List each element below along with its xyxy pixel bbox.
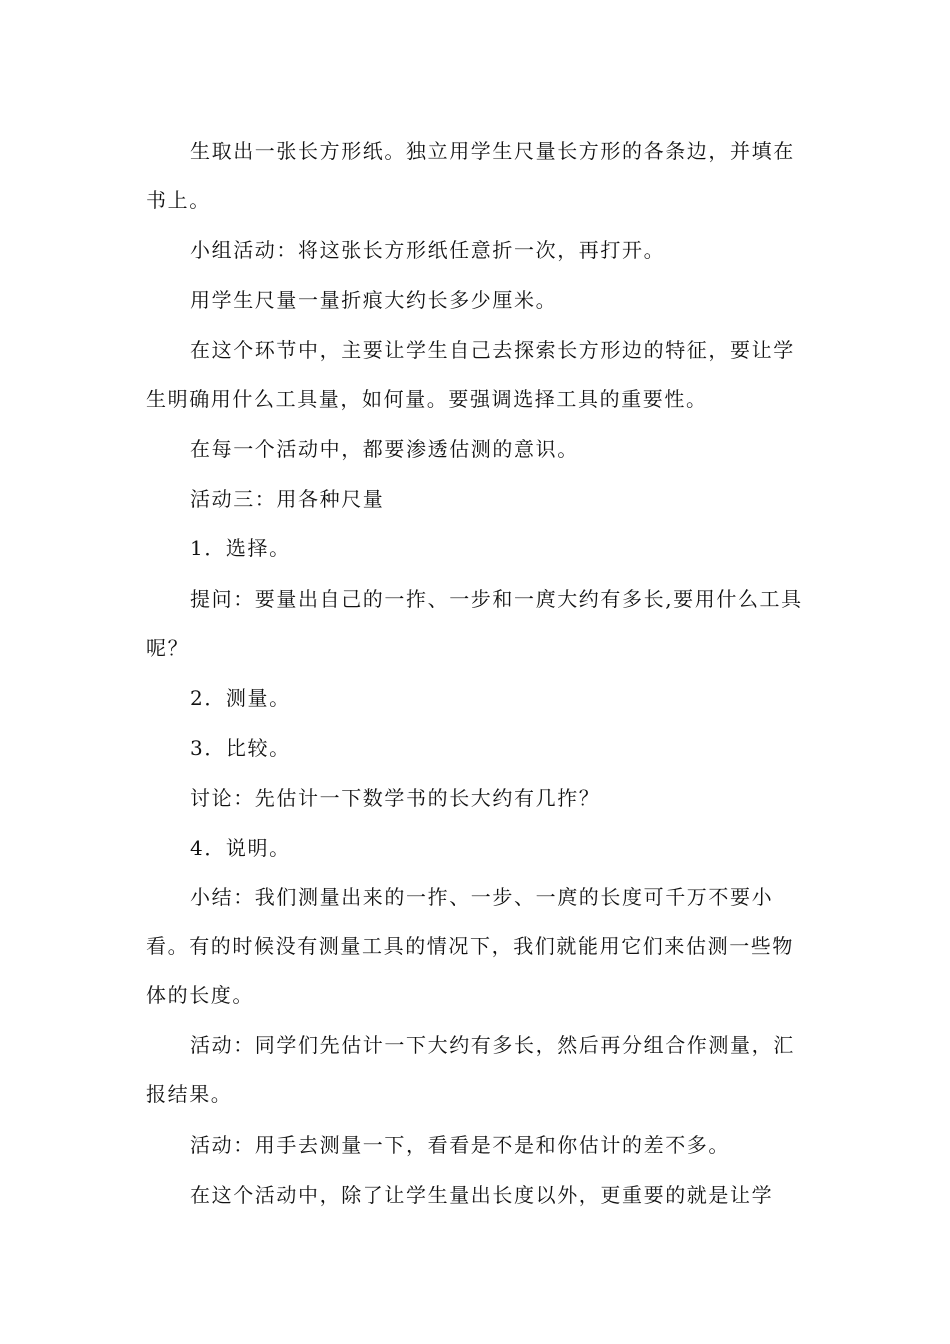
paragraph-2: 小组活动：将这张长方形纸任意折一次，再打开。 [190, 238, 666, 262]
paragraph-13: 小结：我们测量出来的一拃、一步、一庹的长度可千万不要小看。有的时候没有测量工具的情况下，我们就能用它们来估测一些物体的长度。 [146, 885, 794, 1007]
paragraph-6: 活动三：用各种尺量 [190, 487, 385, 511]
paragraph-9: 2．测量。 [190, 686, 291, 710]
paragraph-16: 在这个活动中，除了让学生量出长度以外，更重要的就是让学 [190, 1183, 774, 1207]
paragraph-14: 活动：同学们先估计一下大约有多长，然后再分组合作测量，汇报结果。 [146, 1033, 795, 1106]
paragraph-1: 生取出一张长方形纸。独立用学生尺量长方形的各条边，并填在书上。 [146, 139, 795, 212]
paragraph-5: 在每一个活动中，都要渗透估测的意识。 [190, 437, 579, 461]
paragraph-11: 讨论：先估计一下数学书的长大约有几拃？ [190, 786, 601, 810]
paragraph-4: 在这个环节中，主要让学生自己去探索长方形边的特征，要让学生明确用什么工具量，如何量。要强调选择工具的重要性。 [146, 338, 795, 411]
paragraph-3: 用学生尺量一量折痕大约长多少厘米。 [190, 288, 558, 312]
paragraph-7: 1．选择。 [190, 536, 291, 560]
paragraph-8: 提问：要量出自己的一拃、一步和一庹大约有多长,要用什么工具呢？ [146, 587, 803, 660]
paragraph-12: 4．说明。 [190, 836, 291, 860]
paragraph-15: 活动：用手去测量一下，看看是不是和你估计的差不多。 [190, 1133, 730, 1157]
paragraph-10: 3．比较。 [190, 736, 291, 760]
